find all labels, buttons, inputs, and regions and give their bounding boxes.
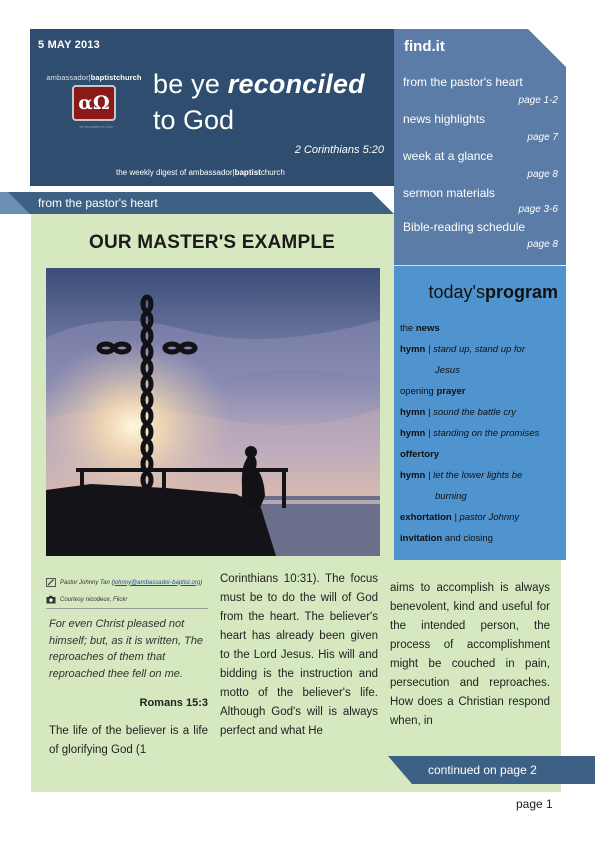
credits-divider (46, 608, 208, 609)
masthead-subtitle: the weekly digest of ambassador|baptistchurch (116, 168, 285, 177)
masthead-verse-reference: 2 Corinthians 5:20 (294, 144, 384, 156)
findit-page-pastors-heart: page 1-2 (518, 95, 558, 106)
program-item-continued: Jesus (435, 365, 460, 376)
scripture-reference: Romans 15:3 (139, 697, 208, 709)
program-item: hymn | stand up, stand up for (400, 344, 525, 355)
program-title: today'sprogram (428, 282, 558, 302)
logo-tagline: we reconciled to God (79, 125, 113, 129)
findit-item-pastors-heart[interactable]: from the pastor's heart (403, 75, 523, 89)
todays-program-panel (394, 266, 566, 560)
masthead (30, 29, 394, 186)
cross-sunset-photo (46, 268, 380, 556)
findit-index-panel (394, 29, 566, 265)
findit-page-bible-reading: page 8 (527, 239, 558, 250)
masthead-title: be ye reconciled (153, 69, 365, 99)
findit-page-week-at-glance: page 8 (527, 169, 558, 180)
camera-icon (46, 595, 56, 604)
article-column-2: Corinthians 10:31). The focus must be to do the will of God from the heart. The believer's heart has already been given to the Lord Jesus. His will and bidding is the instruction and motto of the believer's life. Although God's will is always perfect and what He (220, 573, 378, 737)
program-item: hymn | let the lower lights be (400, 470, 523, 481)
program-item: opening prayer (400, 386, 466, 397)
page-number: page 1 (516, 797, 553, 811)
article-title: OUR MASTER'S EXAMPLE (88, 232, 336, 253)
photo-credit: Courtesy nicodeux, Flickr (46, 591, 208, 608)
findit-item-bible-reading[interactable]: Bible-reading schedule (403, 220, 526, 234)
article-credits (46, 574, 208, 608)
masthead-title-line2: to God (153, 105, 235, 135)
program-item: the news (400, 323, 440, 334)
alpha-omega-emblem-icon: αΩ (72, 85, 116, 121)
findit-page-news-highlights: page 7 (527, 132, 558, 143)
section-banner (0, 192, 394, 214)
church-logo (42, 73, 146, 143)
cross-sunset-illustration (46, 268, 380, 556)
program-item: hymn | sound the battle cry (400, 407, 517, 418)
findit-item-sermon-materials[interactable]: sermon materials (403, 186, 496, 200)
church-name: ambassador|baptistchurch (46, 73, 142, 82)
pencil-icon (46, 578, 56, 587)
section-label: from the pastor's heart (38, 196, 158, 210)
continued-banner[interactable] (388, 756, 595, 784)
program-item: hymn | standing on the promises (400, 428, 540, 439)
findit-title: find.it (404, 38, 445, 55)
article-column-1: The life of the believer is a life of glorifying God (1 (49, 725, 208, 756)
scripture-quote: For even Christ pleased not himself; but, as it is written, The reproaches of them that reproached thee fell on me. (49, 618, 204, 680)
findit-item-week-at-glance[interactable]: week at a glance (403, 149, 494, 163)
issue-date: 5 MAY 2013 (38, 39, 100, 51)
program-item: invitation and closing (400, 533, 493, 544)
findit-page-sermon-materials: page 3-6 (518, 204, 558, 215)
article-column-3: aims to accomplish is always benevolent, kind and useful for the intended person, the process of accomplishment might be couched in pain, persecution and reproaches. How does a Christian respond when, in (390, 582, 550, 727)
program-item: exhortation | pastor Johnny (400, 512, 520, 523)
author-credit: Pastor Johnny Tan ( johnny@ambassador-baptist.org ) (46, 574, 208, 591)
findit-item-news-highlights[interactable]: news highlights (403, 112, 486, 126)
program-item: offertory (400, 449, 440, 460)
author-email-link[interactable]: johnny@ambassador-baptist.org (113, 579, 201, 586)
program-item-continued: burning (435, 491, 467, 502)
continued-label: continued on page 2 (428, 763, 537, 777)
